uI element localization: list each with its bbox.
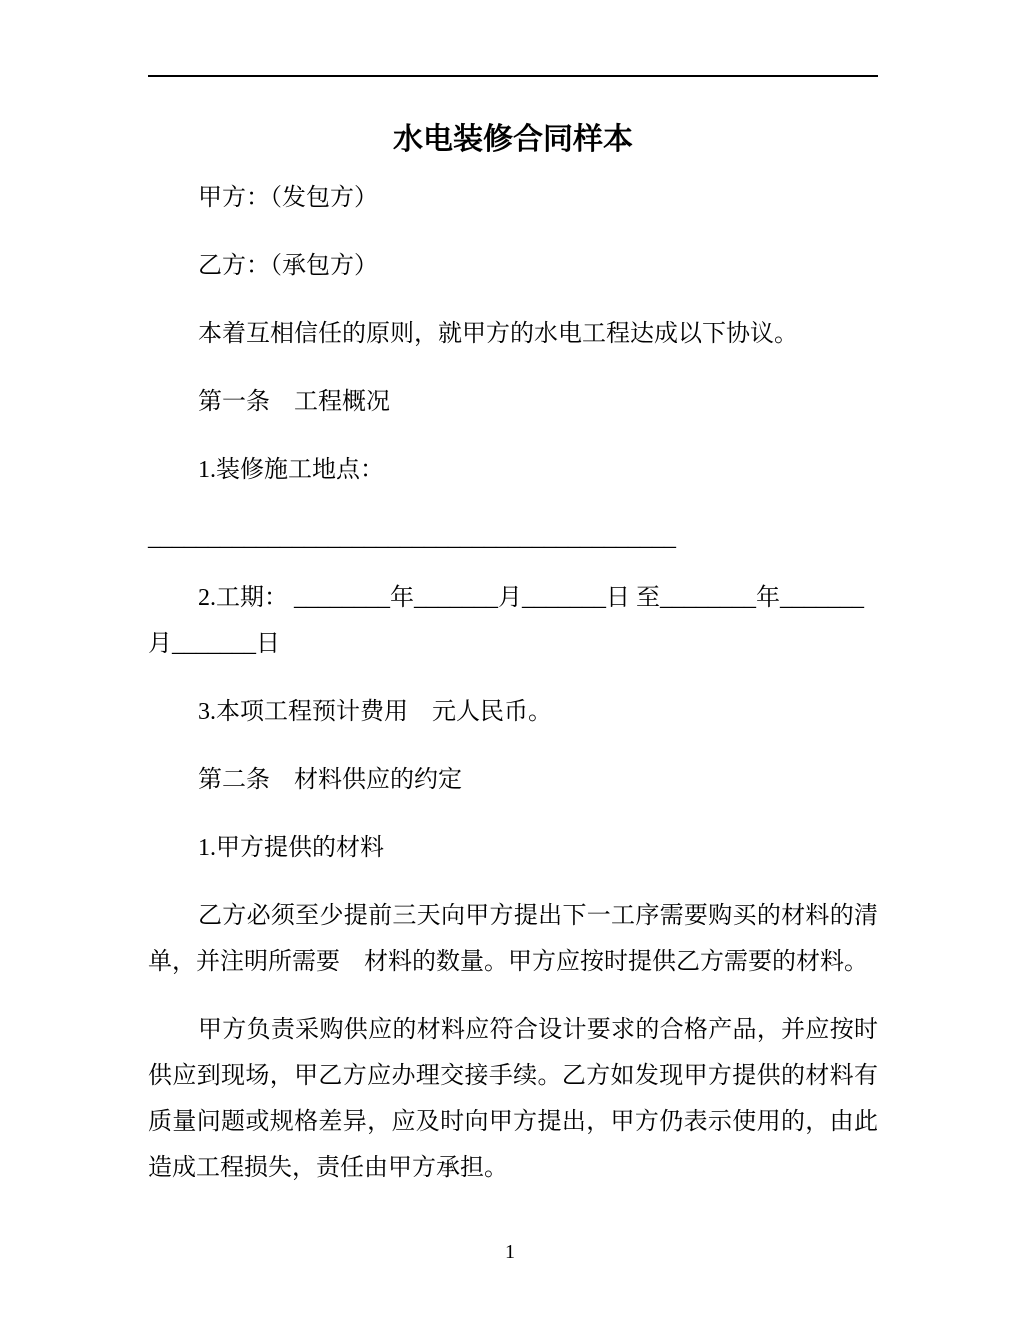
paragraph-party-b: 乙方：（承包方） [198, 253, 378, 279]
paragraph-preamble: 本着互相信任的原则，就甲方的水电工程达成以下协议。 [198, 321, 798, 347]
paragraph-materials-provided-by-party-a: 1.甲方提供的材料 [198, 835, 384, 861]
heading-article-1: 第一条 工程概况 [198, 389, 390, 415]
document-title: 水电装修合同样本 [393, 123, 633, 156]
paragraph-estimated-cost: 3.本项工程预计费用 元人民币。 [198, 699, 552, 725]
paragraph-material-quality-responsibility: 甲方负责采购供应的材料应符合设计要求的合格产品，并应按时供应到现场，甲乙方应办理交接手续。乙方如发现甲方提供的材料有质量问题或规格差异，应及时向甲方提出，甲方仍表示使用的，由此造成工程损失，责任由甲方承担。 [148, 1017, 878, 1181]
document-content [148, 119, 878, 1213]
paragraph-party-a: 甲方：（发包方） [198, 185, 378, 211]
blank-fill-in-line: ____________________________________________ [148, 525, 676, 551]
construction-period-line-2: 月_______日 [148, 631, 280, 657]
heading-article-2: 第二条 材料供应的约定 [198, 767, 462, 793]
paragraph-material-list-requirement: 乙方必须至少提前三天向甲方提出下一工序需要购买的材料的清单，并注明所需要 材料的数量。甲方应按时提供乙方需要的材料。 [148, 903, 878, 975]
paragraph-construction-period [148, 575, 878, 667]
page-number: 1 [505, 1241, 515, 1263]
construction-period-line-1: 2.工期： ________年_______月_______日 至________年_______ [198, 585, 864, 611]
paragraph-construction-site: 1.装修施工地点： [198, 457, 384, 483]
header-rule [148, 75, 878, 77]
